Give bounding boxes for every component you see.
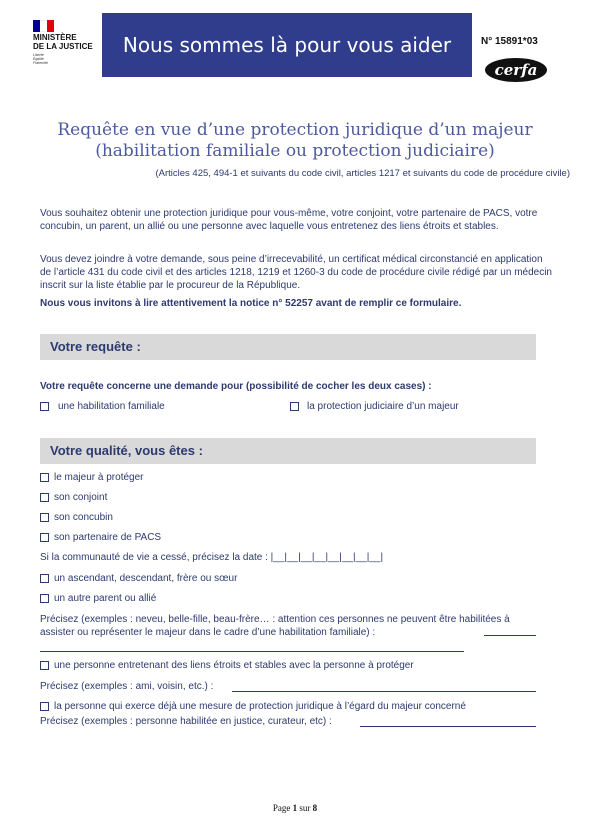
checkbox-majeur[interactable] (40, 473, 49, 482)
checkbox-conjoint[interactable] (40, 493, 49, 502)
label-ascendant: un ascendant, descendant, frère ou sœur (54, 573, 238, 584)
label-mesure-protection: la personne qui exerce déjà une mesure de protection juridique à l’égard du majeur concerné (54, 701, 466, 712)
precisez-liens-line[interactable] (232, 691, 536, 692)
form-title-line2: (habilitation familiale ou protection judiciaire) (95, 141, 495, 161)
precisez-mesure-text: Précisez (exemples : personne habilitée en justice, curateur, etc) : (40, 716, 332, 727)
label-majeur: le majeur à protéger (54, 472, 144, 483)
intro-paragraph-notice: Nous vous invitons à lire attentivement la notice n° 52257 avant de remplir ce formulaire. (40, 298, 462, 309)
communaute-date-field[interactable]: Si la communauté de vie a cessé, précisez la date : |__|__|__|__|__|__|__|__| (40, 552, 384, 563)
checkbox-pacs[interactable] (40, 533, 49, 542)
header-banner: Nous sommes là pour vous aider (102, 13, 472, 77)
checkbox-protection-judiciaire[interactable] (290, 402, 299, 411)
section-votre-requete (40, 334, 536, 360)
ministere-logo-text (33, 33, 93, 51)
ministere-line1: MINISTÈRE (33, 33, 77, 42)
checkbox-concubin[interactable] (40, 513, 49, 522)
page-total: 8 (312, 803, 318, 813)
requete-question: Votre requête concerne une demande pour (possibilité de cocher les deux cases) : (40, 381, 432, 392)
page-sep: sur (299, 803, 311, 813)
section-heading: Votre qualité, vous êtes : (50, 443, 203, 458)
label-conjoint: son conjoint (54, 492, 108, 503)
label-habilitation-familiale: une habilitation familiale (58, 401, 165, 412)
checkbox-ascendant[interactable] (40, 574, 49, 583)
page-current: 1 (292, 803, 298, 813)
checkbox-mesure-protection[interactable] (40, 702, 49, 711)
label-pacs: son partenaire de PACS (54, 532, 162, 543)
page-word: Page (272, 803, 291, 813)
label-liens-etroits: une personne entretenant des liens étroits et stables avec la personne à protéger (54, 660, 414, 671)
cerfa-number: N° 15891*03 (481, 36, 538, 47)
label-protection-judiciaire: la protection judiciaire d’un majeur (307, 401, 459, 412)
precisez-parent-line-1[interactable] (484, 635, 536, 636)
label-concubin: son concubin (54, 512, 113, 523)
devise: Liberté Égalité Fraternité (33, 53, 48, 65)
checkbox-liens-etroits[interactable] (40, 661, 49, 670)
checkbox-autre-parent[interactable] (40, 594, 49, 603)
republique-flag-logo (33, 20, 55, 32)
ministere-line2: DE LA JUSTICE (33, 42, 93, 51)
page-footer (0, 803, 590, 813)
section-heading: Votre requête : (50, 339, 141, 354)
form-title (20, 120, 570, 162)
cerfa-logo: cerfa (485, 58, 547, 82)
precisez-parent-line-2[interactable] (40, 651, 464, 652)
intro-paragraph-2: Vous devez joindre à votre demande, sous peine d’irrecevabilité, un certificat médical circonstancié en application de l’article 431 du code civil et des articles 1218, 1219 et 1260-3 du code de procédure civile rédigé par un médecin inscrit sur la liste établie par le procureur de la République. (40, 254, 552, 291)
legal-articles: (Articles 425, 494-1 et suivants du code civil, articles 1217 et suivants du code de procédure civile) (155, 168, 570, 179)
checkbox-habilitation-familiale[interactable] (40, 402, 49, 411)
precisez-parent-text: Précisez (exemples : neveu, belle-fille, beau-frère… : attention ces personnes ne peuvent être habilitées à assister ou représenter le majeur dans le cadre d’une habilitation familiale) : (40, 614, 510, 638)
precisez-mesure-line[interactable] (360, 726, 536, 727)
section-votre-qualite (40, 438, 536, 464)
intro-paragraph-1: Vous souhaitez obtenir une protection juridique pour vous-même, votre conjoint, votre partenaire de PACS, votre concubin, un parent, un allié ou une personne avec laquelle vous entretenez des liens étroits et stables. (40, 208, 538, 232)
form-title-line1: Requête en vue d’une protection juridique d’un majeur (57, 120, 533, 140)
label-autre-parent: un autre parent ou allié (54, 593, 157, 604)
precisez-liens-text: Précisez (exemples : ami, voisin, etc.) : (40, 681, 214, 692)
